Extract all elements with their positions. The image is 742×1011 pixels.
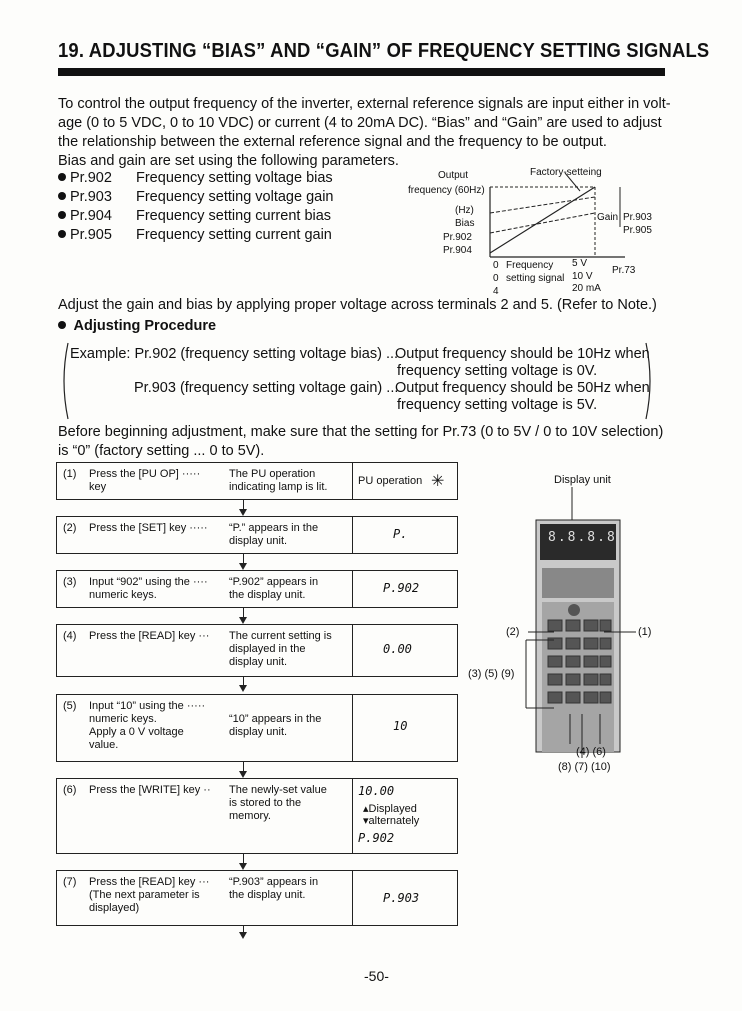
graph-frequency-setting-label: Frequency <box>506 260 554 271</box>
intro-line: the relationship between the external reference signal and the frequency to be output. <box>58 134 607 150</box>
adjust-note: Adjust the gain and bias by applying proper voltage across terminals 2 and 5. (Refer to Note.) <box>58 297 657 313</box>
intro-paragraph <box>58 95 671 171</box>
flow-arrowhead <box>239 563 247 570</box>
graph-gain-label: Gain <box>597 212 619 223</box>
graph-zero-label: 0 <box>493 273 499 284</box>
step-description: “10” appears in the display unit. <box>229 713 322 738</box>
callout-2: (2) <box>506 626 520 638</box>
graph-bias-label: Bias <box>455 218 475 229</box>
graph-zero-label: 0 <box>493 260 499 271</box>
step-display: 0.00 <box>352 625 456 676</box>
step-action: Press the [PU OP] ····· key <box>89 468 201 493</box>
step-action: Input “902” using the ···· numeric keys. <box>89 576 208 601</box>
example-line: Output frequency should be 10Hz when <box>395 346 650 362</box>
flow-arrowhead <box>239 771 247 778</box>
bullet-icon <box>58 192 66 200</box>
page-number: -50- <box>364 968 389 984</box>
example-line: frequency setting voltage is 0V. <box>397 363 598 379</box>
before-note: Before beginning adjustment, make sure that the setting for Pr.73 (0 to 5V / 0 to 10V selection) is “0” (factory setting ... 0 to 5V). <box>58 424 664 459</box>
flow-arrowhead <box>239 863 247 870</box>
step-4: (4) Press the [READ] key ··· The current setting is displayed in the display unit. 0.00 <box>56 624 458 677</box>
step-description: The PU operation indicating lamp is lit. <box>229 468 328 493</box>
callout-3-5-9: (3) (5) (9) <box>468 668 515 680</box>
step-7: (7) Press the [READ] key ··· (The next parameter is displayed) “P.903” appears in the display unit. P.903 <box>56 870 458 926</box>
step-display: 10 <box>352 695 456 761</box>
step-action: Press the [READ] key ··· <box>89 630 210 642</box>
bullet-icon <box>58 230 66 238</box>
panel-screen: 8.8.8.8 <box>548 530 617 545</box>
page-title: 19. ADJUSTING “BIAS” AND “GAIN” OF FREQUENCY SETTING SIGNALS <box>58 40 710 62</box>
parameter-item: Pr.905 Frequency setting current gain <box>58 226 334 245</box>
step-1: (1) Press the [PU OP] ····· key The PU operation indicating lamp is lit. PU operation ✳ <box>56 462 458 500</box>
parameter-list <box>58 169 334 245</box>
graph-hz-label: (Hz) <box>455 205 474 216</box>
callout-1: (1) <box>638 626 652 638</box>
graph-pr73-label: Pr.73 <box>612 265 636 276</box>
parameter-item: Pr.904 Frequency setting current bias <box>58 207 334 226</box>
parameter-item: Pr.902 Frequency setting voltage bias <box>58 169 334 188</box>
bullet-icon <box>58 211 66 219</box>
graph-10v-label: 10 V <box>572 271 593 282</box>
example-line: Output frequency should be 50Hz when <box>395 380 650 396</box>
step-description: “P.903” appears in the display unit. <box>229 876 319 901</box>
graph-four-label: 4 <box>493 286 499 297</box>
step-action: Press the [WRITE] key ·· <box>89 784 211 796</box>
step-2: (2) Press the [SET] key ····· “P.” appears in the display unit. P. <box>56 516 458 554</box>
alternate-note: ▴Displayed ▾alternately <box>363 803 420 827</box>
callout-4-6: (4) (6) <box>576 746 606 758</box>
step-display: P.903 <box>352 871 456 925</box>
flow-arrowhead <box>239 932 247 939</box>
step-display: P. <box>352 517 456 553</box>
step-description: The current setting is displayed in the display unit. <box>229 630 332 668</box>
graph-factory-label: Factory-setteing <box>530 167 602 178</box>
graph-pr903-label: Pr.903 <box>623 212 652 223</box>
step-display: 10.00 ▴Displayed ▾alternately P.902 <box>352 779 456 853</box>
step-display: P.902 <box>352 571 456 607</box>
example-line: Pr.903 (frequency setting voltage gain) ... <box>134 380 399 396</box>
bullet-icon <box>58 173 66 181</box>
step-description: “P.902” appears in the display unit. <box>229 576 319 601</box>
arrow-down-icon: ▾ <box>363 815 369 827</box>
step-6: (6) Press the [WRITE] key ·· The newly-set value is stored to the memory. 10.00 ▴Displayed ▾alternately P.902 <box>56 778 458 854</box>
flow-arrowhead <box>239 509 247 516</box>
step-description: “P.” appears in the display unit. <box>229 522 319 547</box>
procedure-heading: Adjusting Procedure <box>58 318 216 334</box>
graph-output-label: Output <box>438 170 469 181</box>
example-line: Example: Pr.902 (frequency setting voltage bias) ... <box>70 346 399 362</box>
step-display: PU operation ✳ <box>352 463 456 499</box>
example-box <box>58 341 656 421</box>
intro-line: age (0 to 5 VDC, 0 to 10 VDC) or current (4 to 20mA DC). “Bias” and “Gain” are used to adjust <box>58 115 662 131</box>
bullet-icon <box>58 321 66 329</box>
step-5: (5) Input “10” using the ····· numeric keys. Apply a 0 V voltage value. “10” appears in the display unit. 10 <box>56 694 458 762</box>
panel-drawing <box>462 468 672 778</box>
operation-panel-illustration <box>462 468 672 778</box>
intro-line: Bias and gain are set using the following parameters. <box>58 153 399 169</box>
parameter-item: Pr.903 Frequency setting voltage gain <box>58 188 334 207</box>
step-action: Press the [READ] key ··· (The next parameter is displayed) <box>89 876 210 914</box>
flow-arrowhead <box>239 685 247 692</box>
callout-8-7-10: (8) (7) (10) <box>558 761 611 773</box>
intro-line: To control the output frequency of the inverter, external reference signals are input either in volt- <box>58 96 671 112</box>
title-rule <box>58 68 665 76</box>
display-unit-label: Display unit <box>554 474 611 486</box>
step-3: (3) Input “902” using the ···· numeric keys. “P.902” appears in the display unit. P.902 <box>56 570 458 608</box>
graph-setting-signal-label: setting signal <box>506 273 565 284</box>
graph-pr905-label: Pr.905 <box>623 225 652 236</box>
graph-20ma-label: 20 mA <box>572 283 601 294</box>
bias-gain-graph <box>400 165 670 295</box>
flow-arrowhead <box>239 617 247 624</box>
lamp-icon: ✳ <box>431 473 445 490</box>
example-line: frequency setting voltage is 5V. <box>397 397 598 413</box>
graph-frequency-label: frequency (60Hz) <box>408 185 485 196</box>
graph-pr902-label: Pr.902 <box>443 232 472 243</box>
step-action: Press the [SET] key ····· <box>89 522 208 534</box>
step-description: The newly-set value is stored to the memory. <box>229 784 327 822</box>
graph-pr904-label: Pr.904 <box>443 245 472 256</box>
step-action: Input “10” using the ····· numeric keys. Apply a 0 V voltage value. <box>89 700 206 751</box>
arrow-up-icon: ▴ <box>363 803 369 815</box>
graph-5v-label: 5 V <box>572 258 588 269</box>
